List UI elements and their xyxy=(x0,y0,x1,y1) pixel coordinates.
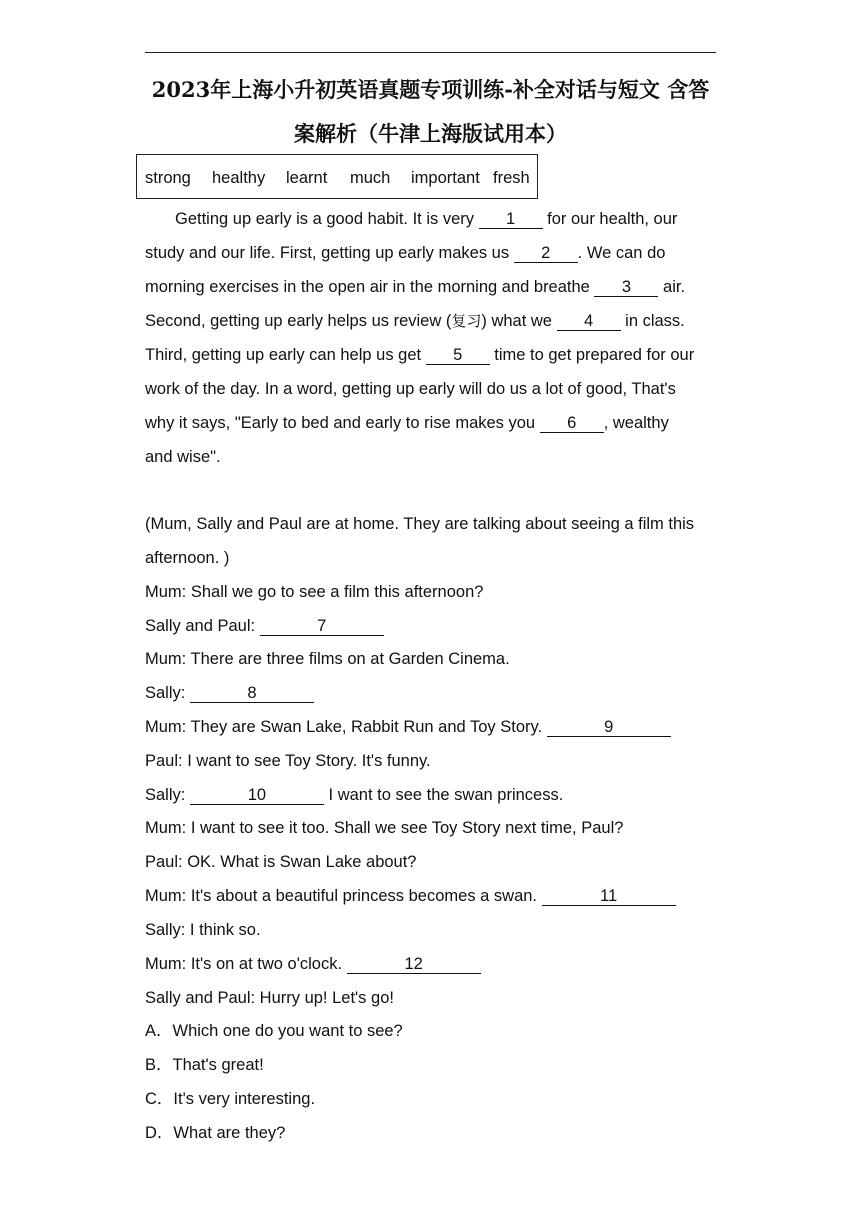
dialogue-line: Mum: It's on at two o'clock. 12 xyxy=(145,954,481,974)
option-d: D．What are they? xyxy=(145,1124,286,1142)
option-b: B．That's great! xyxy=(145,1056,264,1074)
dialogue-line: Sally and Paul: 7 xyxy=(145,616,384,636)
blank-10[interactable]: 10 xyxy=(190,786,324,805)
word-bank-item: much xyxy=(350,169,391,187)
blank-6[interactable]: 6 xyxy=(540,414,604,433)
dialogue-intro: (Mum, Sally and Paul are at home. They are talking about seeing a film this xyxy=(145,515,695,533)
dialogue-line: Sally and Paul: Hurry up! Let's go! xyxy=(145,989,394,1007)
passage-line: and wise". xyxy=(145,448,221,466)
dialogue-line: Mum: They are Swan Lake, Rabbit Run and Toy Story. 9 xyxy=(145,717,671,737)
word-bank-item: strong xyxy=(145,169,191,187)
blank-11[interactable]: 11 xyxy=(542,887,676,906)
dialogue-line: Mum: There are three films on at Garden Cinema. xyxy=(145,650,510,668)
passage-line: morning exercises in the open air in the morning and breathe 3 air. xyxy=(145,278,686,296)
blank-5[interactable]: 5 xyxy=(426,346,490,365)
top-rule xyxy=(145,52,716,53)
word-bank-item: fresh xyxy=(493,169,530,187)
blank-8[interactable]: 8 xyxy=(190,684,314,703)
blank-3[interactable]: 3 xyxy=(594,278,658,297)
dialogue-line: Sally: I think so. xyxy=(145,921,261,939)
word-bank-item: learnt xyxy=(286,169,328,187)
dialogue-line: Paul: OK. What is Swan Lake about? xyxy=(145,853,417,871)
word-bank-item: important xyxy=(411,169,480,187)
dialogue-line: Mum: I want to see it too. Shall we see Toy Story next time, Paul? xyxy=(145,819,624,837)
blank-1[interactable]: 1 xyxy=(479,210,543,229)
word-bank-box xyxy=(136,154,538,199)
dialogue-line: Mum: It's about a beautiful princess becomes a swan. 11 xyxy=(145,886,676,906)
dialogue-intro: afternoon. ) xyxy=(145,549,230,567)
dialogue-line: Sally: 10 I want to see the swan princess. xyxy=(145,786,564,804)
passage-line: study and our life. First, getting up early makes us 2 . We can do xyxy=(145,244,666,262)
page-title: 2023年上海小升初英语真题专项训练-补全对话与短文 含答 xyxy=(151,77,710,102)
blank-7[interactable]: 7 xyxy=(260,617,384,636)
passage-line: Third, getting up early can help us get 5 time to get prepared for our xyxy=(145,346,695,364)
word-bank-item: healthy xyxy=(212,169,266,187)
blank-9[interactable]: 9 xyxy=(547,718,671,737)
dialogue-line: Sally: 8 xyxy=(145,683,314,703)
blank-2[interactable]: 2 xyxy=(514,244,578,263)
passage-line: work of the day. In a word, getting up early will do us a lot of good, That's xyxy=(145,380,676,398)
option-a: A．Which one do you want to see? xyxy=(145,1022,403,1040)
dialogue-line: Mum: Shall we go to see a film this afternoon? xyxy=(145,583,484,601)
blank-12[interactable]: 12 xyxy=(347,955,481,974)
page-title-line2: 案解析（牛津上海版试用本） xyxy=(294,121,567,146)
dialogue-line: Paul: I want to see Toy Story. It's funny. xyxy=(145,752,431,770)
blank-4[interactable]: 4 xyxy=(557,312,621,331)
passage-line: why it says, "Early to bed and early to rise makes you 6 , wealthy xyxy=(145,414,669,432)
passage-line: Getting up early is a good habit. It is very 1 for our health, our xyxy=(175,210,678,228)
option-c: C．It's very interesting. xyxy=(145,1090,316,1108)
passage-line: Second, getting up early helps us review (复习) what we 4 in class. xyxy=(145,312,685,330)
